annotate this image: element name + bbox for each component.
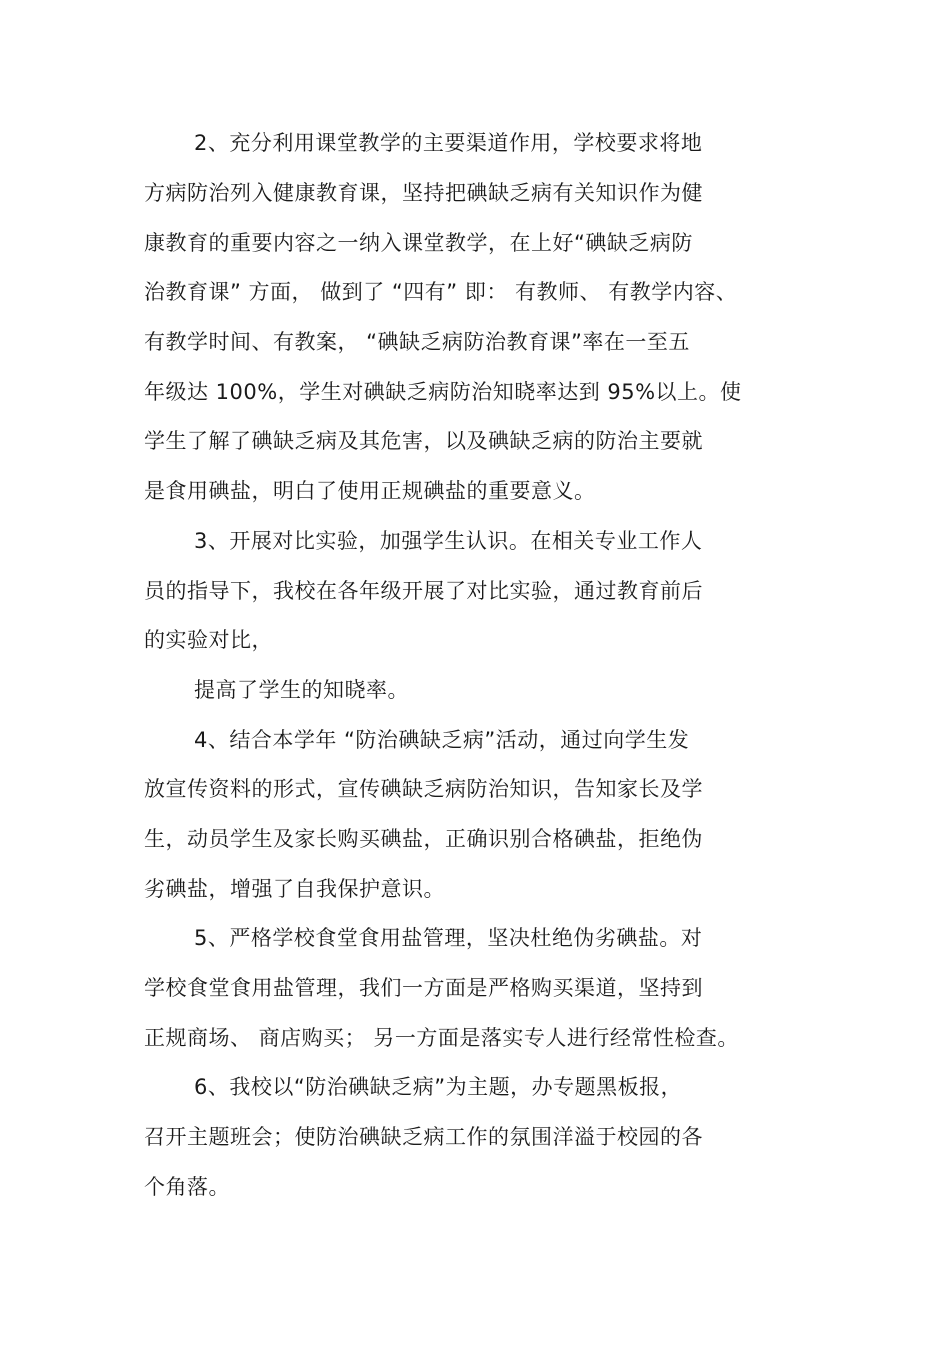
paragraph-2-line-3: 康教育的重要内容之一纳入课堂教学，在上好“碘缺乏病防 (144, 231, 693, 255)
paragraph-2-line-2: 方病防治列入健康教育课，坚持把碘缺乏病有关知识作为健 (144, 181, 703, 205)
paragraph-2-line-4: 治教育课” 方面， 做到了 “四有” 即： 有教师、 有教学内容、 (144, 280, 738, 304)
paragraph-4-line-1: 4、结合本学年 “防治碘缺乏病”活动，通过向学生发 (194, 728, 690, 752)
paragraph-2-line-7: 学生了解了碘缺乏病及其危害，以及碘缺乏病的防治主要就 (144, 429, 703, 453)
paragraph-5-line-3: 正规商场、 商店购买； 另一方面是落实专人进行经常性检查。 (144, 1026, 739, 1050)
paragraph-5-line-1: 5、严格学校食堂食用盐管理，坚决杜绝伪劣碘盐。对 (194, 926, 703, 950)
paragraph-2-line-6: 年级达 100%，学生对碘缺乏病防治知晓率达到 95%以上。使 (144, 380, 742, 404)
paragraph-3-line-1: 3、开展对比实验，加强学生认识。在相关专业工作人 (194, 529, 703, 553)
paragraph-2-line-1: 2、充分利用课堂教学的主要渠道作用，学校要求将地 (194, 131, 703, 155)
paragraph-4-line-2: 放宣传资料的形式，宣传碘缺乏病防治知识，告知家长及学 (144, 777, 703, 801)
paragraph-6-line-1: 6、我校以“防治碘缺乏病”为主题，办专题黑板报， (194, 1075, 683, 1099)
paragraph-4-line-3: 生，动员学生及家长购买碘盐，正确识别合格碘盐，拒绝伪 (144, 827, 703, 851)
paragraph-3-line-3: 的实验对比， (144, 628, 273, 652)
paragraph-2-line-5: 有教学时间、有教案， “碘缺乏病防治教育课”率在一至五 (144, 330, 690, 354)
paragraph-3-line-2: 员的指导下，我校在各年级开展了对比实验，通过教育前后 (144, 579, 703, 603)
paragraph-2-line-8: 是食用碘盐，明白了使用正规碘盐的重要意义。 (144, 479, 596, 503)
paragraph-6-line-2: 召开主题班会；使防治碘缺乏病工作的氛围洋溢于校园的各 (144, 1125, 703, 1149)
paragraph-4-line-4: 劣碘盐，增强了自我保护意识。 (144, 877, 445, 901)
paragraph-3-line-4: 提高了学生的知晓率。 (194, 678, 409, 702)
paragraph-6-line-3: 个角落。 (144, 1175, 230, 1199)
paragraph-5-line-2: 学校食堂食用盐管理，我们一方面是严格购买渠道，坚持到 (144, 976, 703, 1000)
